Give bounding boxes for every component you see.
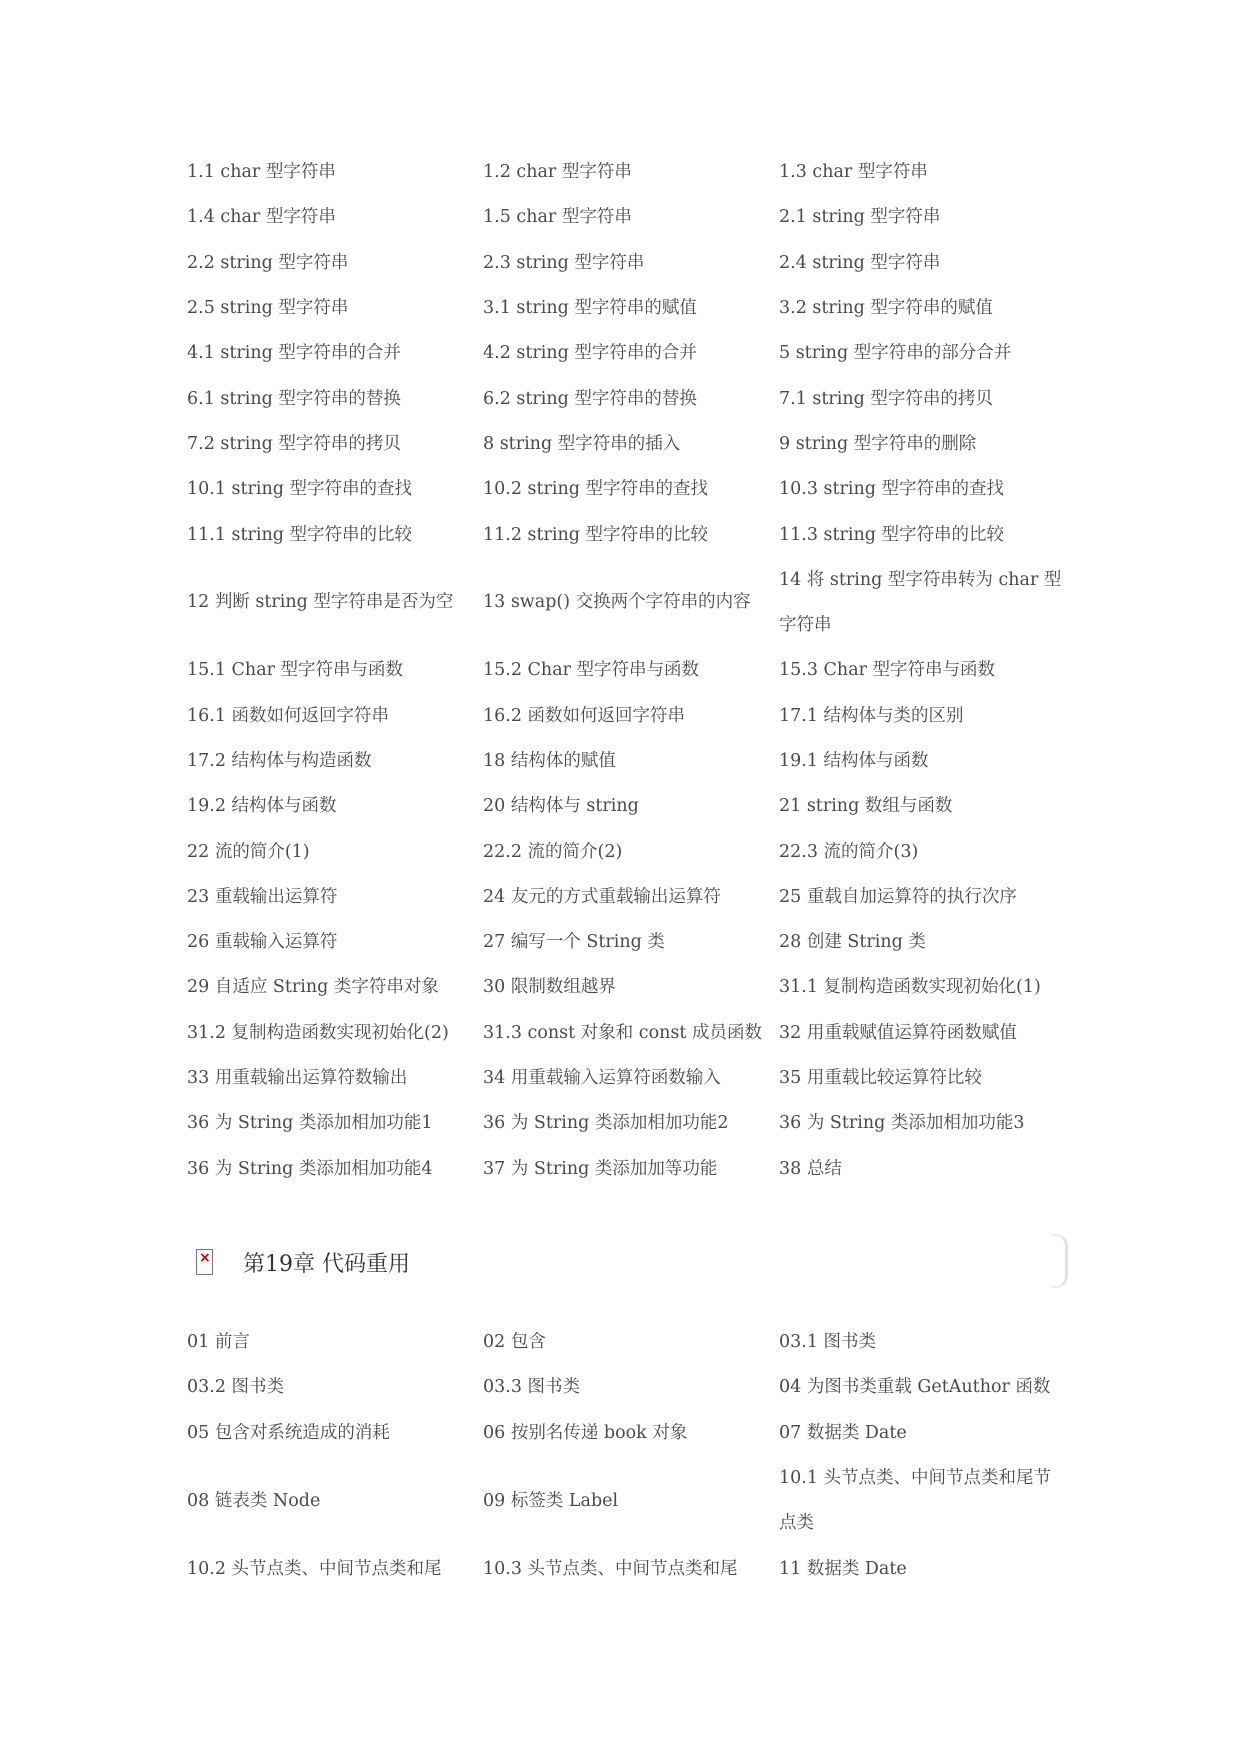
toc-item[interactable]: 13 swap() 交换两个字符串的内容 [483, 592, 751, 613]
toc-item[interactable]: 03.2 图书类 [187, 1377, 285, 1398]
toc-item[interactable]: 35 用重载比较运算符比较 [779, 1068, 982, 1089]
toc-item[interactable]: 2.2 string 型字符串 [187, 252, 349, 273]
toc-item[interactable]: 36 为 String 类添加相加功能2 [483, 1113, 729, 1134]
toc-item[interactable]: 1.1 char 型字符串 [187, 162, 336, 183]
toc-item[interactable]: 34 用重载输入运算符函数输入 [483, 1068, 721, 1089]
toc-item[interactable]: 4.2 string 型字符串的合并 [483, 343, 697, 364]
toc-item[interactable]: 17.2 结构体与构造函数 [187, 751, 372, 771]
toc-item[interactable]: 15.1 Char 型字符串与函数 [187, 660, 404, 681]
toc-item[interactable]: 31.1 复制构造函数实现初始化(1) [779, 977, 1041, 998]
toc-item[interactable]: 1.3 char 型字符串 [779, 162, 928, 183]
toc-item[interactable]: 1.5 char 型字符串 [483, 207, 632, 228]
toc-item[interactable]: 2.5 string 型字符串 [187, 298, 349, 319]
toc-item[interactable]: 6.1 string 型字符串的替换 [187, 388, 401, 409]
toc-item[interactable]: 3.2 string 型字符串的赋值 [779, 298, 993, 319]
toc-item[interactable]: 03.1 图书类 [779, 1332, 877, 1353]
chapter-expand-edge[interactable] [1052, 1234, 1068, 1288]
toc-item[interactable]: 31.3 const 对象和 const 成员函数 [483, 1022, 762, 1043]
toc-item[interactable]: 11.3 string 型字符串的比较 [779, 524, 1005, 545]
toc-item[interactable]: 05 包含对系统造成的消耗 [187, 1422, 390, 1443]
toc-section-1 [187, 150, 1067, 1192]
toc-item[interactable]: 10.2 头节点类、中间节点类和尾 [187, 1558, 442, 1579]
toc-item[interactable]: 22.3 流的简介(3) [779, 841, 919, 862]
toc-item[interactable]: 36 为 String 类添加相加功能4 [187, 1158, 433, 1179]
toc-item[interactable]: 03.3 图书类 [483, 1377, 581, 1398]
toc-item[interactable]: 15.2 Char 型字符串与函数 [483, 660, 700, 681]
toc-item[interactable]: 22.2 流的简介(2) [483, 841, 623, 862]
toc-item[interactable]: 08 链表类 Node [187, 1490, 321, 1511]
toc-item[interactable]: 16.1 函数如何返回字符串 [187, 705, 390, 726]
toc-item[interactable]: 36 为 String 类添加相加功能1 [187, 1113, 433, 1134]
toc-item[interactable]: 07 数据类 Date [779, 1422, 907, 1443]
toc-item[interactable]: 29 自适应 String 类字符串对象 [187, 977, 439, 998]
toc-item[interactable]: 11.2 string 型字符串的比较 [483, 524, 709, 545]
toc-item[interactable]: 3.1 string 型字符串的赋值 [483, 298, 697, 319]
toc-item[interactable]: 17.1 结构体与类的区别 [779, 705, 964, 726]
toc-item[interactable]: 7.2 string 型字符串的拷贝 [187, 433, 401, 454]
chapter-title: 第19章 代码重用 [243, 1251, 410, 1277]
toc-item[interactable]: 12 判断 string 型字符串是否为空 [187, 592, 454, 613]
toc-item[interactable]: 28 创建 String 类 [779, 932, 926, 953]
toc-item[interactable]: 1.4 char 型字符串 [187, 207, 336, 228]
toc-item[interactable]: 26 重载输入运算符 [187, 932, 338, 953]
toc-item[interactable]: 10.3 string 型字符串的查找 [779, 479, 1005, 500]
toc-item[interactable]: 21 string 数组与函数 [779, 796, 953, 817]
toc-item[interactable]: 10.1 头节点类、中间节点类和尾节点类 [779, 1468, 1052, 1534]
toc-item[interactable]: 20 结构体与 string [483, 796, 639, 817]
toc-item[interactable]: 8 string 型字符串的插入 [483, 433, 681, 454]
toc-item[interactable]: 15.3 Char 型字符串与函数 [779, 660, 996, 681]
toc-item[interactable]: 2.4 string 型字符串 [779, 252, 941, 273]
toc-item[interactable]: 37 为 String 类添加加等功能 [483, 1158, 718, 1179]
broken-image-icon [196, 1249, 213, 1275]
toc-item[interactable]: 23 重载输出运算符 [187, 886, 338, 907]
toc-item[interactable]: 33 用重载输出运算符数输出 [187, 1068, 408, 1089]
toc-item[interactable]: 25 重载自加运算符的执行次序 [779, 886, 1017, 907]
toc-section-2 [187, 1320, 1067, 1592]
toc-item[interactable]: 4.1 string 型字符串的合并 [187, 343, 401, 364]
toc-item[interactable]: 2.3 string 型字符串 [483, 252, 645, 273]
toc-item[interactable]: 30 限制数组越界 [483, 977, 616, 998]
chapter-heading[interactable] [196, 1234, 1068, 1290]
toc-item[interactable]: 10.2 string 型字符串的查找 [483, 479, 709, 500]
toc-item[interactable]: 06 按别名传递 book 对象 [483, 1422, 688, 1443]
toc-item[interactable]: 1.2 char 型字符串 [483, 162, 632, 183]
toc-item[interactable]: 7.1 string 型字符串的拷贝 [779, 388, 993, 409]
toc-item[interactable]: 19.1 结构体与函数 [779, 751, 929, 771]
toc-item[interactable]: 22 流的简介(1) [187, 841, 310, 862]
toc-item[interactable]: 18 结构体的赋值 [483, 751, 616, 771]
toc-item[interactable]: 9 string 型字符串的删除 [779, 433, 977, 454]
toc-item[interactable]: 27 编写一个 String 类 [483, 932, 665, 953]
toc-item[interactable]: 04 为图书类重载 GetAuthor 函数 [779, 1377, 1051, 1398]
toc-item[interactable]: 32 用重载赋值运算符函数赋值 [779, 1022, 1017, 1043]
toc-item[interactable]: 19.2 结构体与函数 [187, 796, 337, 817]
toc-item[interactable]: 02 包含 [483, 1332, 546, 1353]
toc-item[interactable]: 10.1 string 型字符串的查找 [187, 479, 413, 500]
toc-item[interactable]: 11.1 string 型字符串的比较 [187, 524, 413, 545]
toc-item[interactable]: 10.3 头节点类、中间节点类和尾 [483, 1558, 738, 1579]
toc-item[interactable]: 38 总结 [779, 1158, 842, 1179]
toc-item[interactable]: 01 前言 [187, 1332, 250, 1353]
toc-item[interactable]: 14 将 string 型字符串转为 char 型字符串 [779, 569, 1062, 635]
toc-item[interactable]: 24 友元的方式重载输出运算符 [483, 886, 721, 907]
toc-item[interactable]: 6.2 string 型字符串的替换 [483, 388, 697, 409]
toc-item[interactable]: 09 标签类 Label [483, 1490, 619, 1511]
toc-item[interactable]: 31.2 复制构造函数实现初始化(2) [187, 1022, 449, 1043]
toc-item[interactable]: 16.2 函数如何返回字符串 [483, 705, 686, 726]
toc-item[interactable]: 11 数据类 Date [779, 1558, 907, 1579]
toc-item[interactable]: 2.1 string 型字符串 [779, 207, 941, 228]
toc-item[interactable]: 36 为 String 类添加相加功能3 [779, 1113, 1025, 1134]
toc-item[interactable]: 5 string 型字符串的部分合并 [779, 343, 1012, 364]
